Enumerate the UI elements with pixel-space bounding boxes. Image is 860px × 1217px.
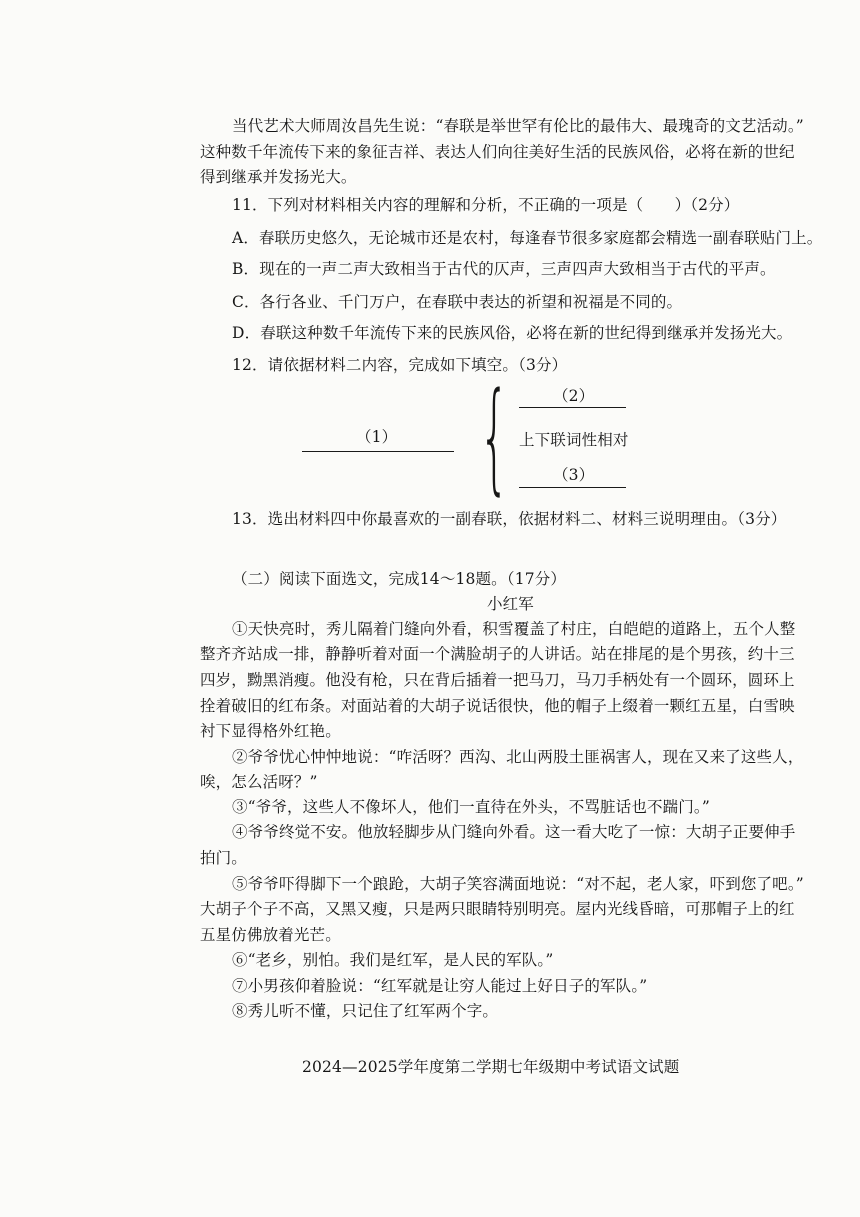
blank-3-line [519,487,626,488]
story-line: ⑤爷爷吓得脚下一个踉跄，大胡子笑容满面地说：“对不起，老人家，吓到您了吧。” [232,875,804,893]
blank-2-line [519,407,626,408]
blank-1-label: （1） [356,428,398,446]
question-11-option-b: B．现在的一声二声大致相当于古代的仄声，三声四声大致相当于古代的平声。 [232,260,776,278]
story-line: 大胡子个子不高，又黑又瘦，只是两只眼睛特别明亮。屋内光线昏暗，可那帽子上的红 [200,900,795,918]
story-line: 拴着破旧的红布条。对面站着的大胡子说话很快，他的帽子上缀着一颗红五星，白雪映 [200,697,795,715]
intro-line-2: 这种数千年流传下来的象征吉祥、表达人们向往美好生活的民族风俗，必将在新的世纪 [200,143,795,161]
story-line: 四岁，黝黑消瘦。他没有枪，只在背后插着一把马刀，马刀手柄处有一个圆环，圆环上 [200,671,795,689]
page-footer: 2024—2025学年度第二学期七年级期中考试语文试题 [302,1058,680,1076]
middle-label: 上下联词性相对 [519,431,629,449]
story-title: 小红军 [487,595,534,613]
story-line: 整齐齐站成一排，静静听着对面一个满脸胡子的人讲话。站在排尾的是个男孩，约十三 [200,645,795,663]
question-11-option-c: C．各行各业、千门万户，在春联中表达的祈望和祝福是不同的。 [232,293,683,311]
intro-line-1: 当代艺术大师周汝昌先生说：“春联是举世罕有伦比的最伟大、最瑰奇的文艺活动。” [232,117,804,135]
blank-2-label: （2） [553,387,595,405]
story-line: ③“爷爷，这些人不像坏人，他们一直待在外头，不骂脏话也不踹门。” [232,798,710,816]
story-line: ⑥“老乡，别怕。我们是红军，是人民的军队。” [232,951,554,969]
story-line: ④爷爷终觉不安。他放轻脚步从门缝向外看。这一看大吃了一惊：大胡子正要伸手 [232,823,796,841]
question-11-option-a: A．春联历史悠久，无论城市还是农村，每逢春节很多家庭都会精选一副春联贴门上。 [232,229,823,247]
intro-line-3: 得到继承并发扬光大。 [200,168,357,186]
story-line: 唉，怎么活呀？” [200,773,318,791]
story-line: ⑦小男孩仰着脸说：“红军就是让穷人能过上好日子的军队。” [232,977,648,995]
story-line: ②爷爷忧心忡忡地说：“咋活呀？西沟、北山两股土匪祸害人，现在又来了这些人， [232,748,804,766]
question-11-option-d: D．春联这种数千年流传下来的民族风俗，必将在新的世纪得到继承并发扬光大。 [232,324,793,342]
question-12-stem: 12．请依据材料二内容，完成如下填空。（3分） [232,356,568,374]
question-13-stem: 13．选出材料四中你最喜欢的一副春联，依据材料二、材料三说明理由。（3分） [232,510,787,528]
question-11-stem: 11．下列对材料相关内容的理解和分析，不正确的一项是（ ）（2分） [232,196,740,214]
curly-brace-icon: { [479,368,510,507]
story-line: ①天快亮时，秀儿隔着门缝向外看，积雪覆盖了村庄，白皑皑的道路上，五个人整 [232,620,796,638]
blank-1-line [302,451,454,452]
story-line: 拍门。 [200,849,247,867]
blank-3-label: （3） [553,466,595,484]
section-2-heading: （二）阅读下面选文，完成14～18题。（17分） [232,570,567,588]
story-line: 衬下显得格外红艳。 [200,722,341,740]
story-line: 五星仿佛放着光芒。 [200,926,341,944]
story-line: ⑧秀儿听不懂，只记住了红军两个字。 [232,1002,499,1020]
